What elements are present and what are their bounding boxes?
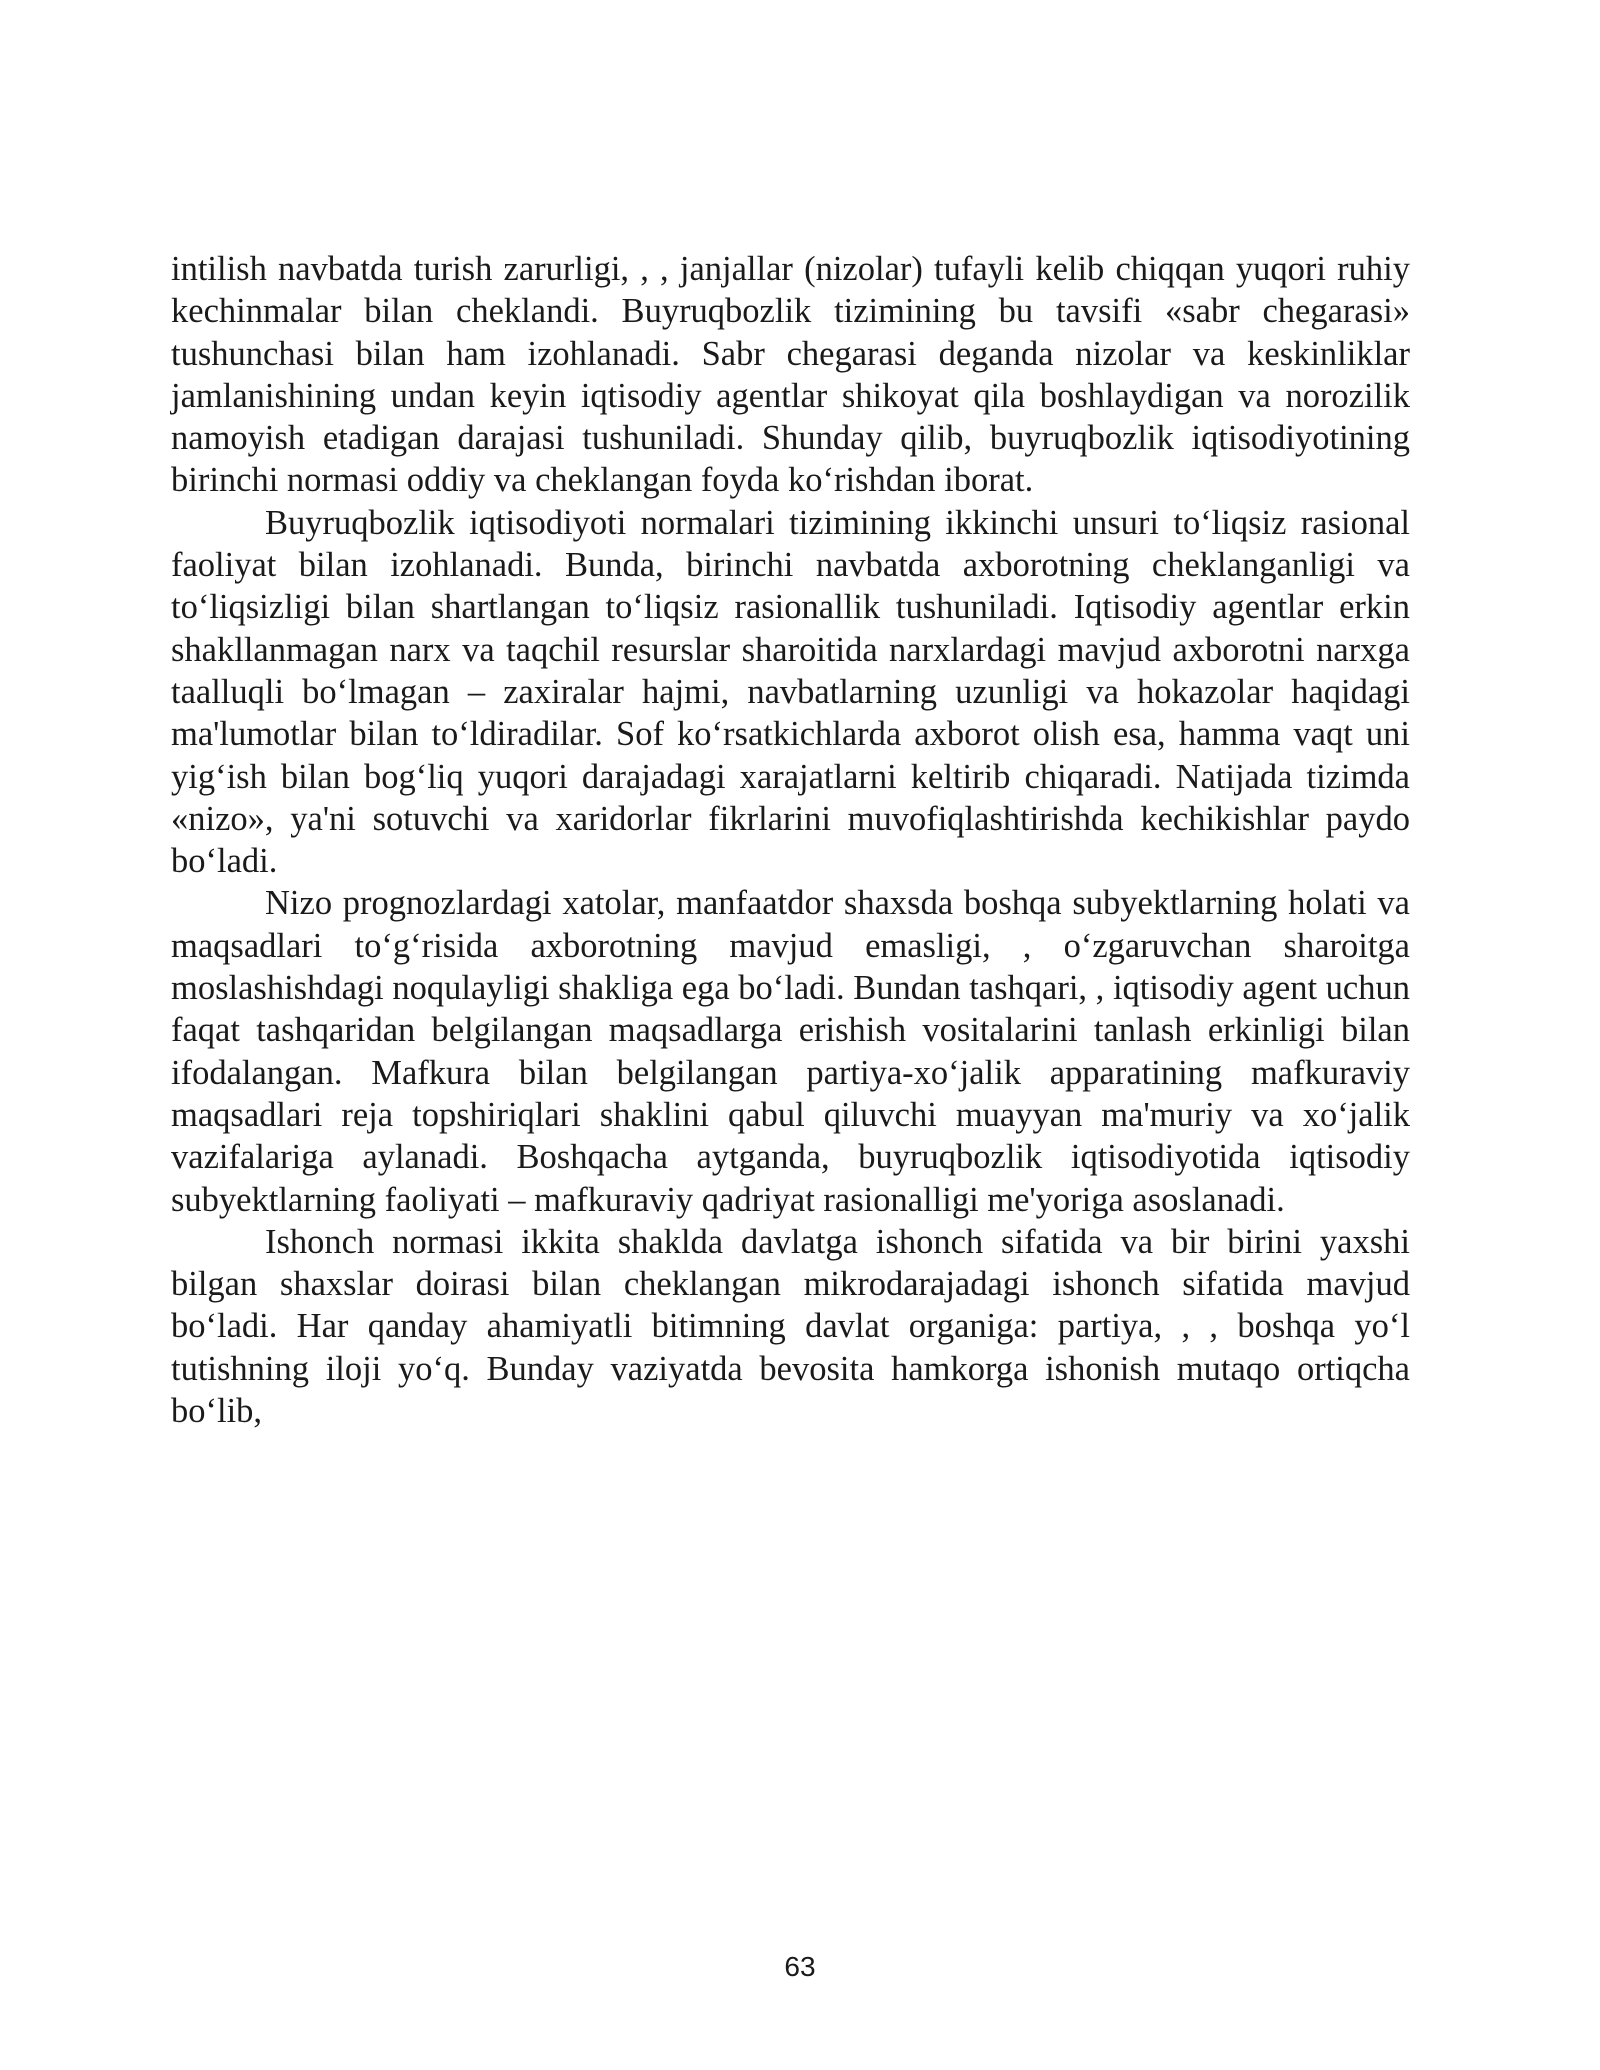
paragraph-4: Ishonch normasi ikkita shaklda davlatga ishonch sifatida va bir birini yaxshi bilgan shaxslar doirasi bilan cheklangan mikrodarajadagi ishonch sifatida mavjud bo‘ladi. Har qanday ahamiyatli bitimning davlat organiga: partiya, , , boshqa yo‘l tutishning iloji yo‘q. Bunday vaziyatda bevosita hamkorga ishonish mutaqo ortiqcha bo‘lib, [171, 1222, 1410, 1431]
paragraph-2: Buyruqbozlik iqtisodiyoti normalari tizimining ikkinchi unsuri to‘liqsiz rasional faoliyat bilan izohlanadi. Bunda, birinchi navbatda axborotning cheklanganligi va to‘liqsizligi bilan shartlangan to‘liqsiz rasionallik tushuniladi. Iqtisodiy agentlar erkin shakllanmagan narx va taqchil resurslar sharoitida narxlardagi mavjud axborotni narxga taalluqli bo‘lmagan – zaxiralar hajmi, navbatlarning uzunligi va hokazolar haqidagi ma'lumotlar bilan to‘ldiradilar. Sof ko‘rsatkichlarda axborot olish esa, hamma vaqt uni yig‘ish bilan bog‘liq yuqori darajadagi xarajatlarni keltirib chiqaradi. Natijada tizimda «nizo», ya'ni sotuvchi va xaridorlar fikrlarini muvofiqlashtirishda kechikishlar paydo bo‘ladi. [171, 503, 1410, 881]
paragraph-1: intilish navbatda turish zarurligi, , , janjallar (nizolar) tufayli kelib chiqqan yuqori ruhiy kechinmalar bilan cheklandi. Buyruqbozlik tizimining bu tavsifi «sabr chegarasi» tushunchasi bilan ham izohlanadi. Sabr chegarasi deganda nizolar va keskinliklar jamlanishining undan keyin iqtisodiy agentlar shikoyat qila boshlaydigan va norozilik namoyish etadigan darajasi tushuniladi. Shunday qilib, buyruqbozlik iqtisodiyotining birinchi normasi oddiy va cheklangan foyda ko‘rishdan iborat. [171, 250, 1410, 500]
paragraph-3: Nizo prognozlardagi xatolar, manfaatdor shaxsda boshqa subyektlarning holati va maqsadlari to‘g‘risida axborotning mavjud emasligi, , o‘zgaruvchan sharoitga moslashishdagi noqulayligi shakliga ega bo‘ladi. Bundan tashqari, , iqtisodiy agent uchun faqat tashqaridan belgilangan maqsadlarga erishish vositalarini tanlash erkinligi bilan ifodalangan. Mafkura bilan belgilangan partiya-xo‘jalik apparatining mafkuraviy maqsadlari reja topshiriqlari shaklini qabul qiluvchi muayyan ma'muriy va xo‘jalik vazifalariga aylanadi. Boshqacha aytganda, buyruqbozlik iqtisodiyotida iqtisodiy subyektlarning faoliyati – mafkuraviy qadriyat rasionalligi me'yoriga asoslanadi. [171, 884, 1410, 1219]
body-text [171, 248, 1410, 1432]
page-number: 63 [784, 1951, 816, 1982]
